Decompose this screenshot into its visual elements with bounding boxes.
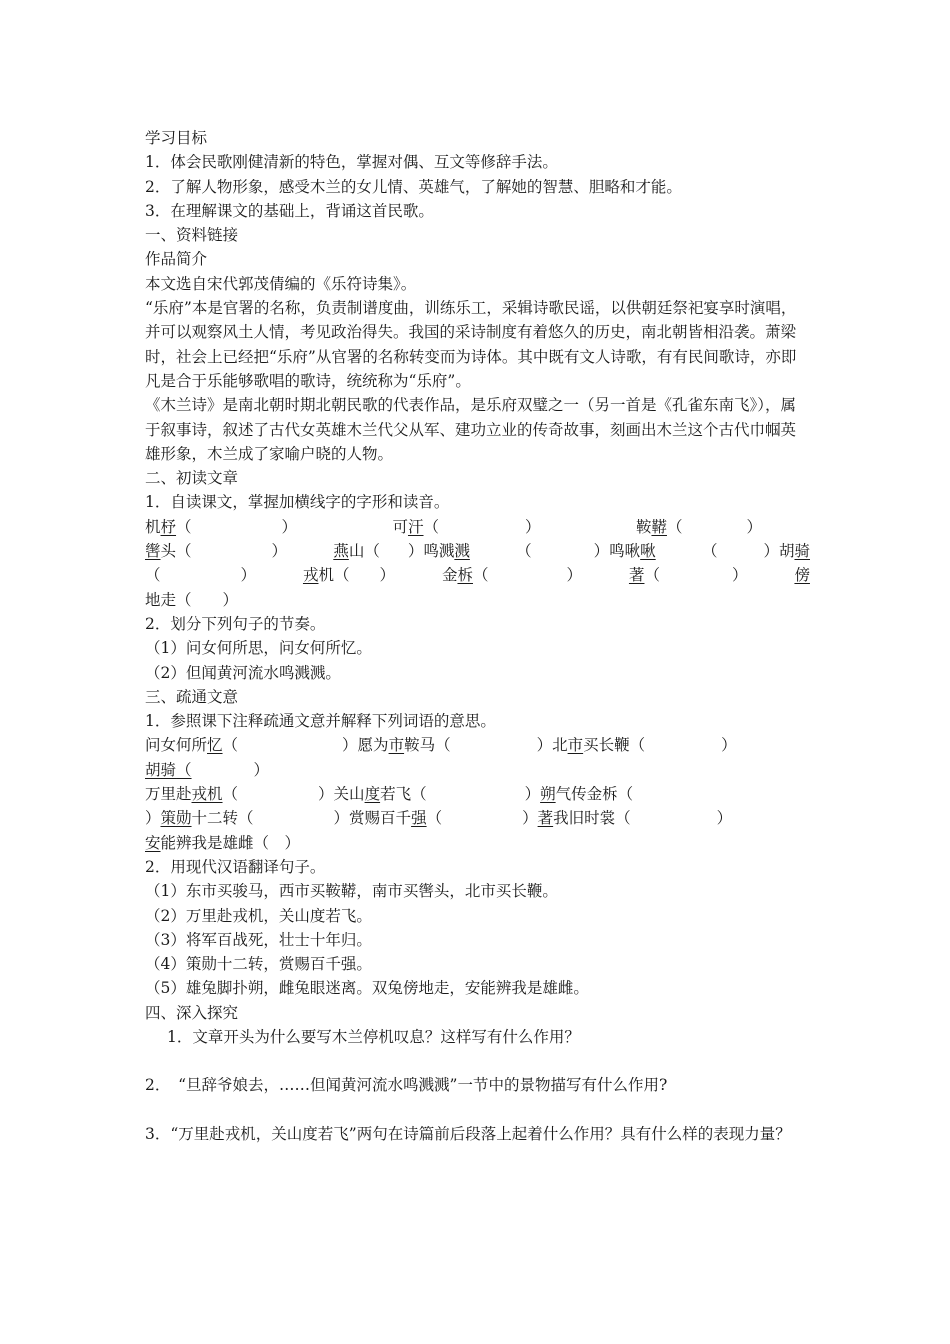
section-1-heading: 一、资料链接 — [145, 226, 239, 245]
rhythm-question: 2．划分下列句子的节奏。 — [145, 614, 326, 633]
vocab-item: 可汗（ ） — [392, 517, 541, 536]
intro-paragraph-1: 本文选自宋代郭茂倩编的《乐符诗集》。 — [145, 274, 417, 293]
word-meaning-row-1: 问女何所忆（ ）愿为市鞍马（ ）北市买长鞭（ ） — [145, 736, 737, 755]
section-3-heading: 三、疏通文意 — [145, 687, 239, 706]
inquiry-question-2: 2． “旦辞爷娘去，……但闻黄河流水鸣溅溅”一节中的景物描写有什么作用? — [145, 1076, 668, 1095]
translation-sentence-3: （3）将军百战死，壮士十年归。 — [145, 930, 372, 949]
word-meaning-row-5: 安能辨我是雄雌（ ） — [145, 833, 301, 852]
goal-2: 2．了解人物形象，感受木兰的女儿情、英雄气，了解她的智慧、胆略和才能。 — [145, 177, 682, 196]
translation-sentence-5: （5）雄兔脚扑朔，雌兔眼迷离。双兔傍地走，安能辨我是雄雌。 — [145, 979, 589, 998]
vocab-item: 金柝（ ） — [441, 566, 583, 585]
vocab-item: 傍 — [794, 566, 810, 585]
vocab-item: 机杼（ ） — [145, 517, 298, 536]
rhythm-sentence-2: （2）但闻黄河流水鸣溅溅。 — [145, 663, 341, 682]
word-meaning-row-3: 万里赴戎机（ ）关山度若飞（ ）朔气传金柝（ — [145, 785, 634, 804]
vocab-item: 辔头（ ） — [145, 542, 288, 561]
pronunciation-row-1 — [145, 515, 810, 539]
word-meaning-row-4: ）策勋十二转（ ）赏赐百千强（ ）著我旧时裳（ ） — [145, 809, 733, 828]
rhythm-sentence-1: （1）问女何所思，问女何所忆。 — [145, 639, 372, 658]
word-meaning-question: 1．参照课下注释疏通文意并解释下列词语的意思。 — [145, 712, 496, 731]
vocab-item: 著（ ） — [628, 566, 748, 585]
pronunciation-row-2 — [145, 539, 810, 563]
vocab-item: （ ）胡骑 — [701, 542, 810, 561]
page-title: 学习目标 — [145, 129, 208, 147]
goal-1: 1．体会民歌刚健清新的特色，掌握对偶、互文等修辞手法。 — [145, 153, 558, 172]
goal-3: 3．在理解课文的基础上，背诵这首民歌。 — [145, 201, 434, 220]
pronunciation-row-4: 地走（ ） — [145, 590, 239, 609]
translation-sentence-2: （2）万里赴戎机，关山度若飞。 — [145, 906, 372, 925]
vocab-item: 戎机（ ） — [302, 566, 396, 585]
vocab-item: （ ） — [145, 566, 257, 585]
inquiry-question-1: 1．文章开头为什么要写木兰停机叹息？这样写有什么作用？ — [167, 1027, 580, 1046]
section-4-heading: 四、深入探究 — [145, 1003, 239, 1022]
intro-paragraph-3: 《木兰诗》是南北朝时期北朝民歌的代表作品，是乐府双璧之一（另一首是《孔雀东南飞》），属于叙事诗，叙述了古代女英雄木兰代父从军、建功立业的传奇故事，刻画出木兰这个古代巾帼英雄形象，木兰成了家喻户晓的人物。 — [145, 396, 797, 463]
worksheet-page — [145, 126, 810, 1146]
pronunciation-question: 1．自读课文，掌握加横线字的字形和读音。 — [145, 493, 450, 512]
section-1-subheading: 作品简介 — [145, 250, 208, 269]
translation-sentence-1: （1）东市买骏马，西市买鞍鞯，南市买辔头，北市买长鞭。 — [145, 882, 558, 901]
translation-question: 2．用现代汉语翻译句子。 — [145, 857, 326, 876]
pronunciation-row-3 — [145, 563, 810, 587]
translation-sentence-4: （4）策勋十二转，赏赐百千强。 — [145, 955, 372, 974]
word-meaning-row-2: 胡骑（ ） — [145, 760, 270, 779]
section-2-heading: 二、初读文章 — [145, 469, 239, 488]
intro-paragraph-2: “乐府”本是官署的名称，负责制谱度曲，训练乐工，采辑诗歌民谣，以供朝廷祭祀宴享时演唱，并可以观察风土人情，考见政治得失。我国的采诗制度有着悠久的历史，南北朝皆相沿袭。萧梁时，社会上已经把“乐府”从官署的名称转变而为诗体。其中既有文人诗歌，有有民间歌诗，亦即凡是合于乐能够歌唱的歌诗，统统称为“乐府”。 — [145, 299, 797, 390]
vocab-item: 燕山（ ）鸣溅溅 — [333, 542, 470, 561]
vocab-item: 鞍鞯（ ） — [635, 517, 762, 536]
vocab-item: （ ）鸣啾啾 — [516, 542, 656, 561]
inquiry-question-3: 3．“万里赴戎机，关山度若飞”两句在诗篇前后段落上起着什么作用？具有什么样的表现力量？ — [145, 1124, 791, 1143]
